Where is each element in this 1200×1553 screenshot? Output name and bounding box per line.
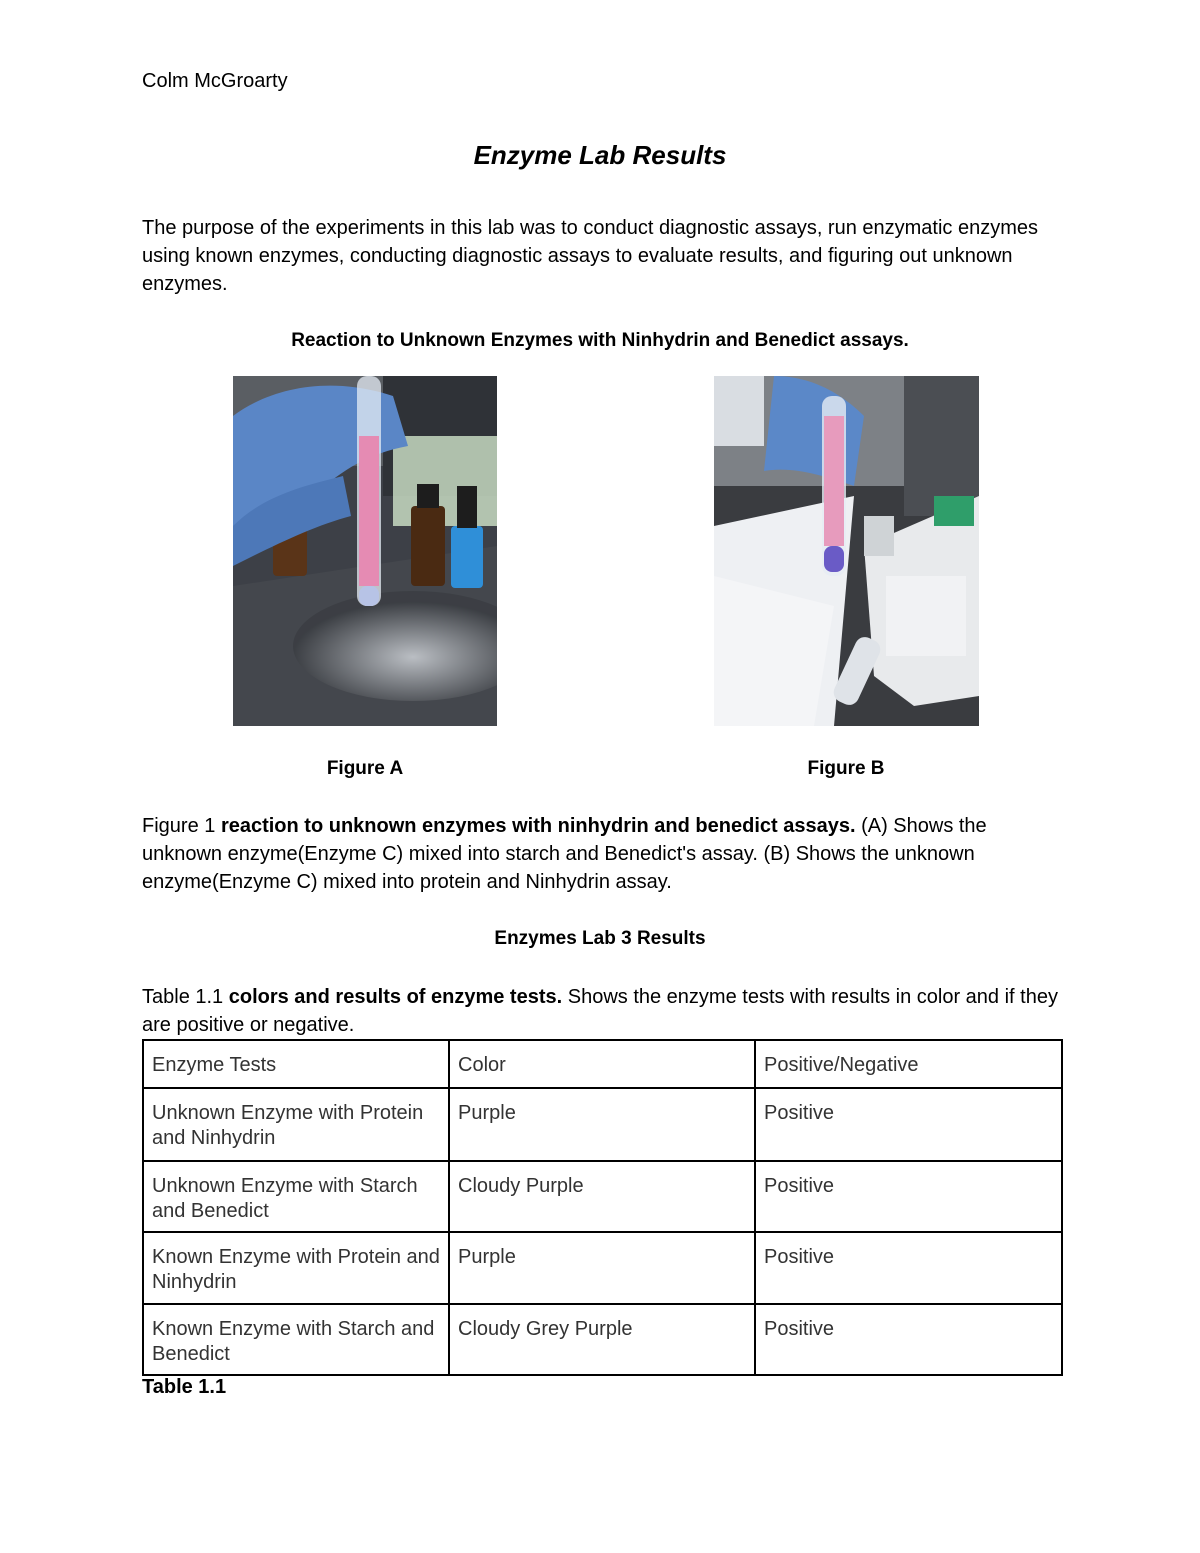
- table-header-row: [143, 1040, 1062, 1088]
- table-row: [143, 1304, 1062, 1375]
- cell-enzyme-test: Known Enzyme with Starch and Benedict: [143, 1304, 449, 1375]
- header-positive-negative: Positive/Negative: [755, 1040, 1062, 1088]
- table-row: [143, 1088, 1062, 1161]
- table-row: [143, 1161, 1062, 1232]
- cell-color: Purple: [449, 1088, 755, 1161]
- figure-b-photo: [714, 376, 979, 726]
- figure-caption-prefix: Figure 1: [142, 815, 221, 837]
- cell-result: Positive: [755, 1088, 1062, 1161]
- figure-caption-text: (A) Shows the unknown enzyme(Enzyme C) mixed into starch and Benedict's assay. (B) Shows the unknown enzyme(Enzyme C) mixed into protein and Ninhydrin assay.: [142, 815, 987, 893]
- header-enzyme-tests: Enzyme Tests: [143, 1040, 449, 1088]
- cell-result: Positive: [755, 1304, 1062, 1375]
- cell-color: Cloudy Grey Purple: [449, 1304, 755, 1375]
- cell-result: Positive: [755, 1232, 1062, 1304]
- cell-enzyme-test: Unknown Enzyme with Protein and Ninhydrin: [143, 1088, 449, 1161]
- page-title: Enzyme Lab Results: [473, 140, 727, 170]
- figure-a-photo: [233, 376, 497, 726]
- table-caption: [142, 983, 1072, 1039]
- results-table: [142, 1039, 1063, 1376]
- cell-color: Purple: [449, 1232, 755, 1304]
- table-label: Table 1.1: [142, 1376, 227, 1398]
- cell-enzyme-test: Unknown Enzyme with Starch and Benedict: [143, 1161, 449, 1232]
- figure-caption-bold: reaction to unknown enzymes with ninhydrin and benedict assays.: [220, 815, 856, 837]
- section-heading: Enzymes Lab 3 Results: [494, 928, 706, 949]
- author-name: Colm McGroarty: [142, 70, 288, 92]
- table-caption-text: Shows the enzyme tests with results in color and if they are positive or negative.: [142, 986, 1058, 1036]
- figure-b-label: Figure B: [807, 758, 885, 779]
- table-row: [143, 1232, 1062, 1304]
- figure-heading: Reaction to Unknown Enzymes with Ninhydrin and Benedict assays.: [291, 330, 909, 351]
- cell-enzyme-test: Known Enzyme with Protein and Ninhydrin: [143, 1232, 449, 1304]
- cell-result: Positive: [755, 1161, 1062, 1232]
- header-color: Color: [449, 1040, 755, 1088]
- figure-a-label: Figure A: [326, 758, 404, 779]
- table-caption-prefix: Table 1.1: [142, 986, 229, 1008]
- table-caption-bold: colors and results of enzyme tests.: [228, 986, 563, 1008]
- cell-color: Cloudy Purple: [449, 1161, 755, 1232]
- figure-caption: [142, 812, 1072, 896]
- intro-paragraph: The purpose of the experiments in this lab was to conduct diagnostic assays, run enzymatic enzymes using known enzymes, conducting diagnostic assays to evaluate results, and figuring out unknown enzymes.: [142, 217, 1039, 295]
